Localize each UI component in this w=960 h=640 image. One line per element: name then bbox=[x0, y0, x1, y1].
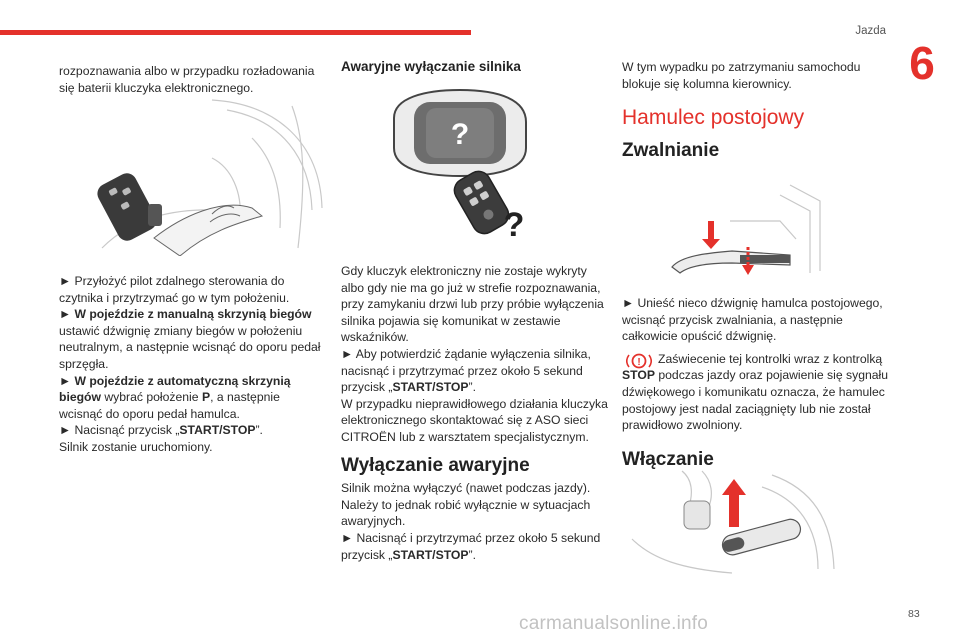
col1-step4-post: ”. bbox=[255, 423, 263, 438]
col1-step2 bbox=[59, 306, 325, 372]
col1-instructions bbox=[59, 273, 325, 456]
heading-apply: Włączanie bbox=[622, 448, 714, 470]
svg-text:!: ! bbox=[637, 356, 641, 368]
heading-emergency-stop: Wyłączanie awaryjne bbox=[341, 454, 530, 476]
col2-para5-pre: ► Nacisnąć i przytrzymać przez około 5 sekund przycisk „ bbox=[341, 530, 601, 562]
col2-para5 bbox=[341, 530, 609, 563]
col1-step3-bold: ► W pojeździe z automatyczną skrzynią biegów bbox=[59, 373, 291, 405]
car-question-icon: ? bbox=[450, 118, 470, 151]
col1-step3 bbox=[59, 373, 325, 423]
col2-heading-block bbox=[341, 59, 611, 76]
col1-step4-pre: ► Nacisnąć przycisk „ bbox=[59, 423, 180, 438]
brake-warning-icon bbox=[626, 351, 652, 371]
section-label: Jazda bbox=[855, 25, 886, 37]
col2-para2-post: ”. bbox=[468, 380, 476, 395]
col2-para4: Silnik można wyłączyć (nawet podczas jazdy). Należy to jednak robić wyłącznie w sytuacjach awaryjnych. bbox=[341, 481, 591, 529]
col2-para3: W przypadku nieprawidłowego działania kluczyka elektronicznego skontaktować się z ASO sieci CITROËN lub z warsztatem specjalistycznym. bbox=[341, 396, 608, 444]
col1-step2-text: ustawić dźwignię zmiany biegów w położeniu neutralnym, a następnie wcisnąć do oporu pedał sprzęgła. bbox=[59, 323, 321, 371]
col2-para5-post: ”. bbox=[468, 547, 476, 562]
heading-parking-brake: Hamulec postojowy bbox=[622, 106, 805, 130]
col2-para2-pre: ► Aby potwierdzić żądanie wyłączenia silnika, nacisnąć i przytrzymać przez około 5 sekund przycisk „ bbox=[341, 346, 591, 395]
brake-warning-note bbox=[622, 351, 890, 434]
col3-lock-text: W tym wypadku po zatrzymaniu samochodu blokuje się kolumna kierownicy. bbox=[622, 60, 861, 91]
col2-para1: Gdy kluczyk elektroniczny nie zostaje wykryty albo gdy nie ma go już w strefie rozpoznawania, przy zamykaniu drzwi lub przy próbie wyłączenia silnika pojawia się komunikat w zestawie wskaźników. bbox=[341, 264, 604, 345]
col2-para2 bbox=[341, 346, 609, 396]
col1-step1: ► Przyłożyć pilot zdalnego sterowania do czytnika i przytrzymać go w tym położeniu. bbox=[59, 274, 290, 305]
brake-warning-text bbox=[622, 351, 890, 434]
steering-wheel-key-reader-illustration bbox=[92, 98, 324, 256]
page-number: 83 bbox=[908, 608, 920, 620]
warning-text-b: podczas jazdy oraz pojawienie się sygnału dźwiękowego i komunikatu oznacza, że hamulec postojowy jest nadal zaciągnięty lub nie został prawidłowo zwolniony. bbox=[622, 368, 889, 433]
col1-result: Silnik zostanie uruchomiony. bbox=[59, 439, 213, 454]
col2-body bbox=[341, 263, 609, 563]
warning-stop-label: STOP bbox=[622, 368, 655, 383]
col3-body bbox=[622, 295, 890, 468]
col1-step2-bold: ► W pojeździe z manualną skrzynią biegów bbox=[59, 307, 312, 322]
col1-step3-p: P bbox=[201, 390, 211, 405]
col2-para5-button: START/STOP bbox=[392, 547, 469, 562]
col1-intro-text: rozpoznawania albo w przypadku rozładowania się baterii kluczyka elektronicznego. bbox=[59, 64, 315, 95]
car-and-key-illustration bbox=[390, 86, 530, 242]
col3-release-step: ► Unieść nieco dźwignię hamulca postojowego, wcisnąć przycisk zwalniania, a następnie całkowicie opuścić dźwignię. bbox=[622, 296, 883, 344]
col1-step4 bbox=[59, 422, 325, 439]
heading-release: Zwalnianie bbox=[622, 139, 720, 161]
header-accent-bar bbox=[0, 30, 471, 35]
heading-emergency-off: Awaryjne wyłączanie silnika bbox=[341, 59, 521, 74]
col1-step4-button: START/STOP bbox=[179, 423, 256, 438]
col2-para2-button: START/STOP bbox=[392, 380, 469, 395]
col1-step3-text: wybrać położenie bbox=[100, 390, 202, 405]
col3-top bbox=[622, 59, 890, 159]
watermark: carmanualsonline.info bbox=[519, 613, 709, 634]
handbrake-apply-illustration bbox=[622, 469, 842, 577]
col1-step3-rest: , a następnie wcisnąć do oporu pedał hamulca. bbox=[59, 390, 280, 421]
chapter-number: 6 bbox=[909, 37, 935, 89]
col1-intro bbox=[59, 63, 321, 96]
key-question-icon: ? bbox=[503, 206, 525, 242]
warning-text-a: Zaświecenie tej kontrolki wraz z kontrolką bbox=[658, 351, 883, 366]
handbrake-release-illustration bbox=[670, 181, 830, 281]
